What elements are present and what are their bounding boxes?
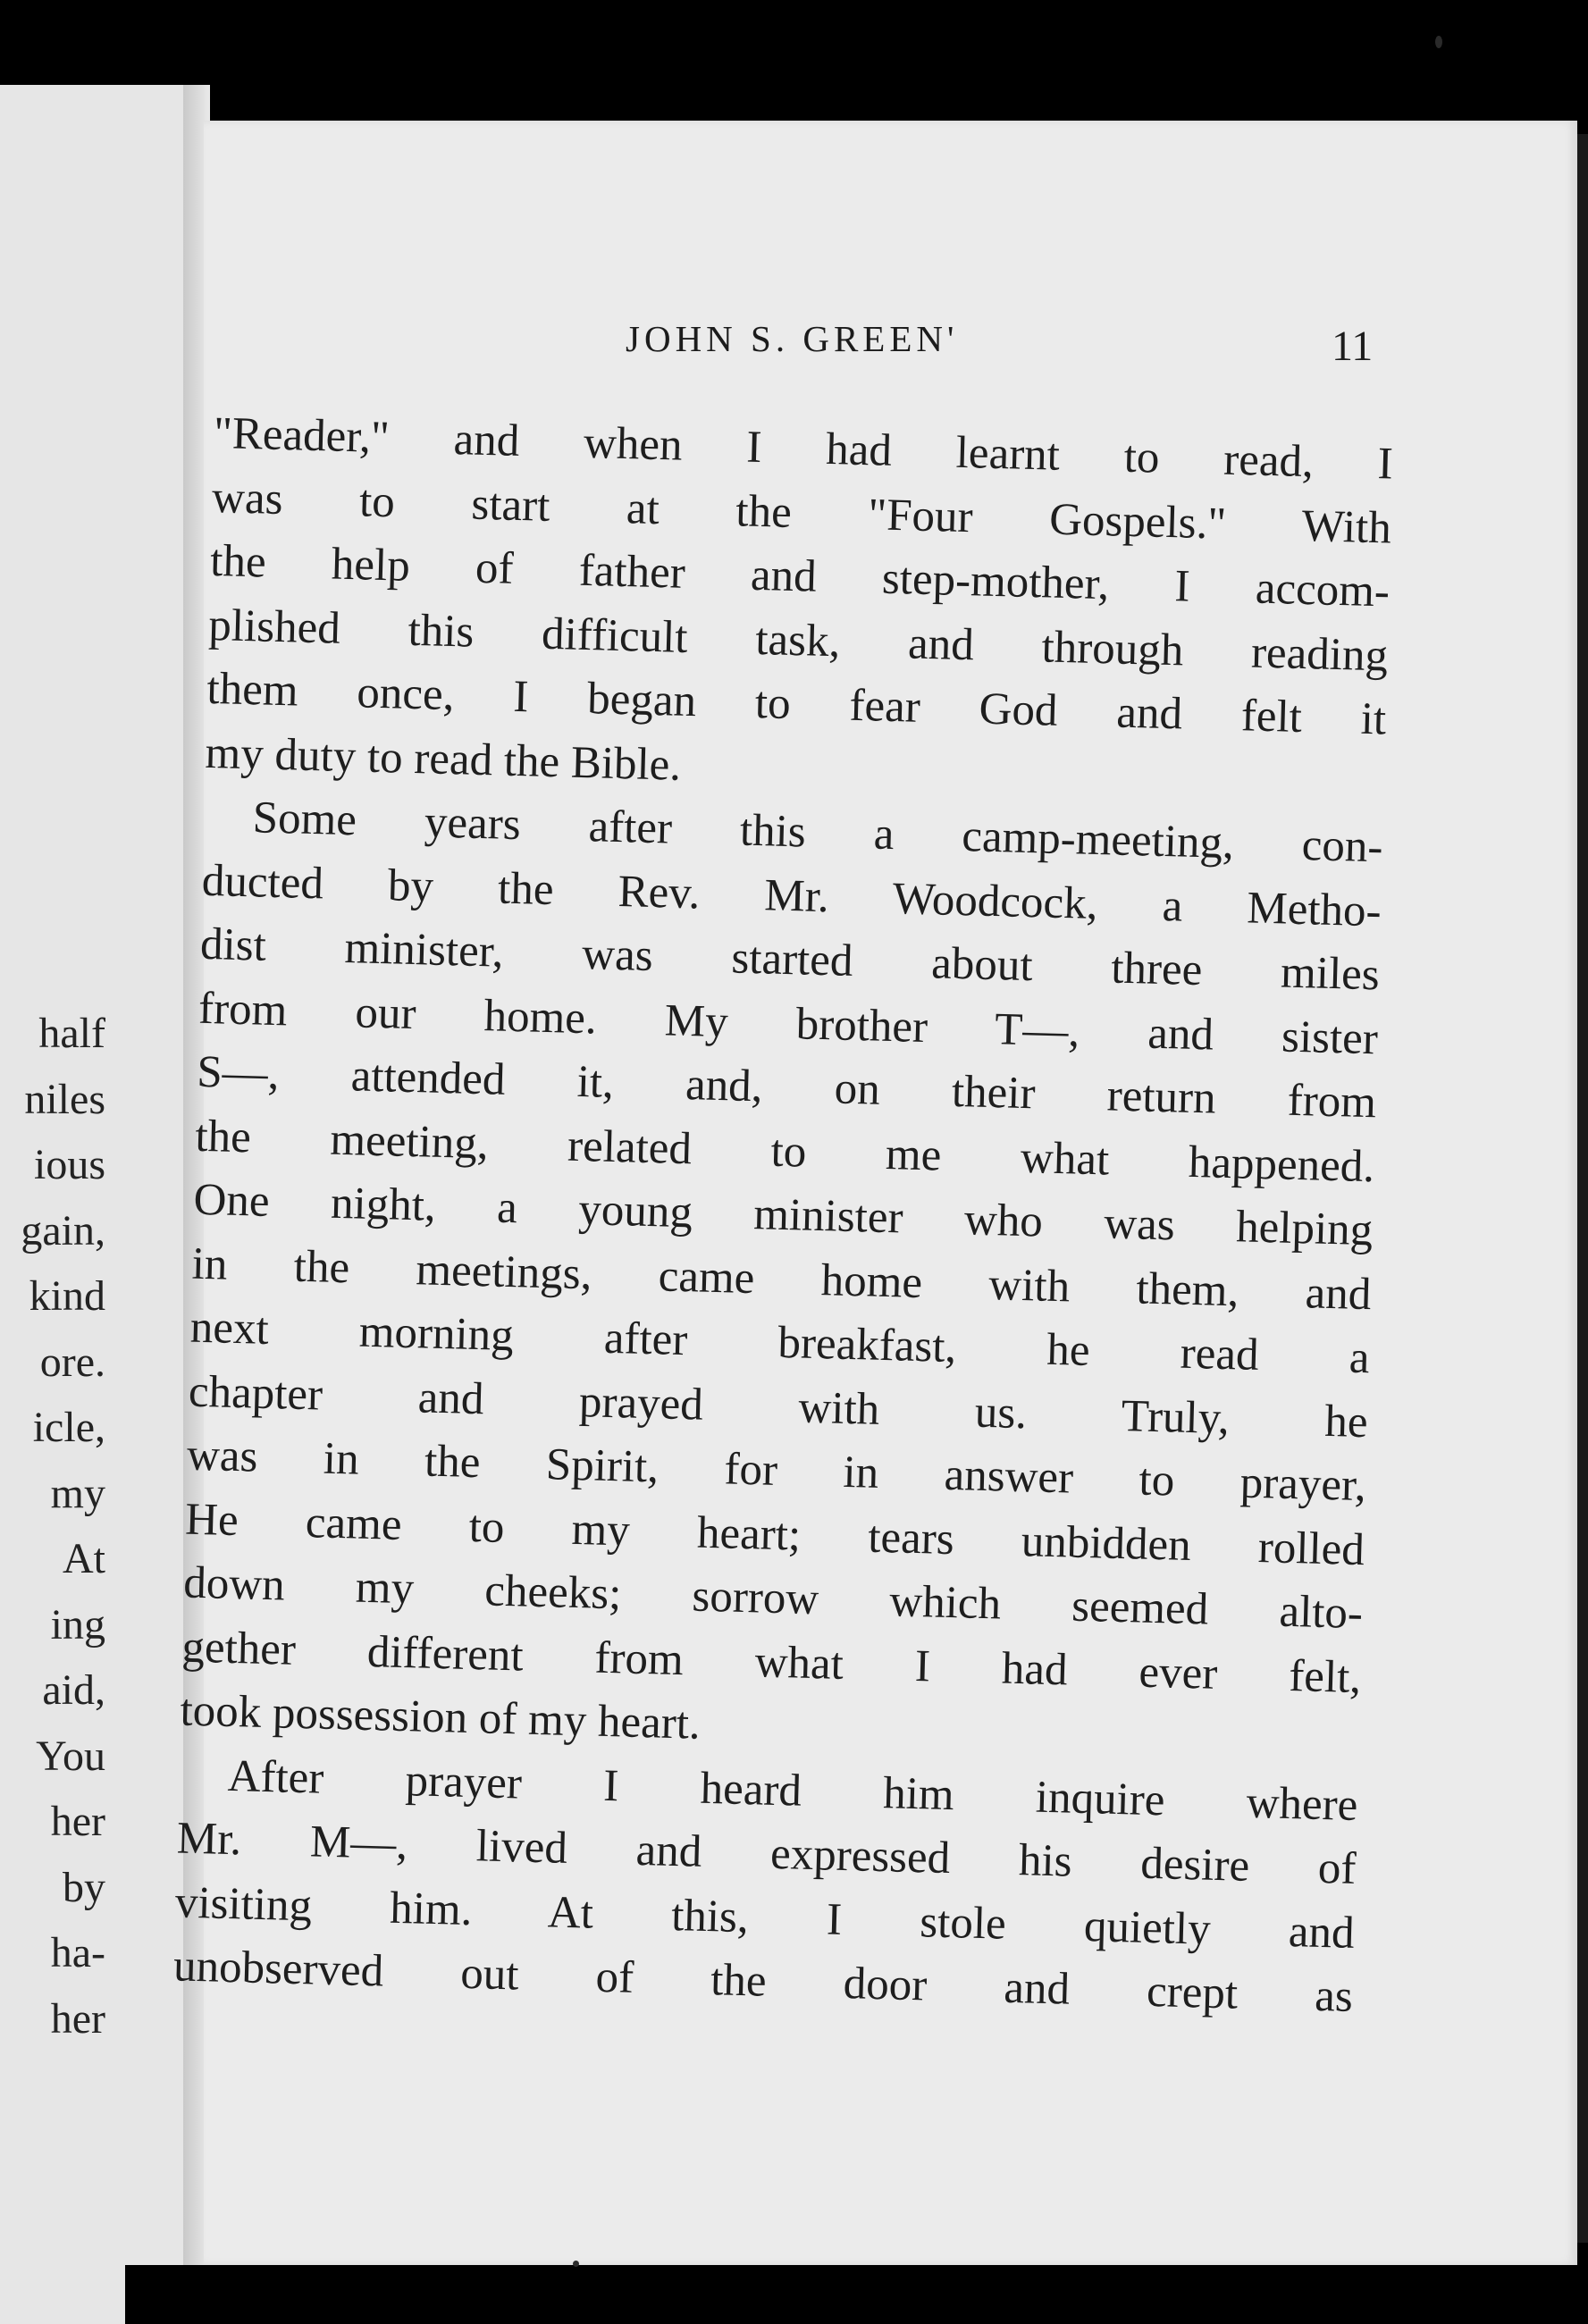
text-line: visiting him. At this, I stole quietly and — [174, 1876, 1356, 1959]
text-line: the help of father and step-mother, I accom- — [209, 535, 1391, 617]
left-fragment: my — [50, 1469, 105, 1517]
text-line: from our home. My brother T—, and sister — [197, 983, 1379, 1064]
text-line: next morning after breakfast, he read a — [189, 1302, 1371, 1384]
left-fragment: aid, — [42, 1666, 105, 1714]
text-line: was to start at the "Four Gospels." With — [211, 472, 1392, 554]
text-line: ducted by the Rev. Mr. Woodcock, a Metho- — [201, 855, 1382, 936]
text-line: down my cheeks; sorrow which seemed alto- — [182, 1557, 1364, 1640]
page-number: 11 — [1332, 323, 1374, 370]
left-fragment: ing — [50, 1600, 105, 1649]
left-fragment: ha- — [50, 1929, 105, 1976]
text-line: the meeting, related to me what happened. — [194, 1111, 1375, 1192]
text-line: gether different from what I had ever felt, — [181, 1622, 1362, 1703]
left-fragment: her — [50, 1798, 105, 1845]
left-fragment: half — [38, 1010, 105, 1057]
text-line: dist minister, was started about three miles — [199, 919, 1381, 1001]
running-head: JOHN S. GREEN' — [626, 318, 959, 359]
text-line: S—, attended it, and, on their return from — [196, 1046, 1377, 1128]
text-line: He came to my heart; tears unbidden rolled — [184, 1494, 1365, 1575]
text-line: Mr. M—, lived and expressed his desire of — [176, 1813, 1357, 1894]
text-line: After prayer I heard him inquire where — [227, 1750, 1359, 1831]
text-line: One night, a young minister who was helping — [192, 1174, 1374, 1256]
body-text — [172, 402, 1393, 2029]
paragraph — [172, 1743, 1358, 2029]
left-fragment: At — [63, 1535, 105, 1582]
left-fragment: ious — [33, 1141, 105, 1188]
left-fragment: by — [63, 1863, 105, 1911]
text-line: chapter and prayed with us. Truly, he — [188, 1366, 1369, 1447]
left-fragment: gain, — [21, 1206, 105, 1254]
left-fragment: icle, — [32, 1404, 105, 1451]
paragraph — [180, 785, 1384, 1774]
left-fragment: her — [50, 1994, 105, 2043]
text-line: my duty to read the Bible. — [204, 727, 682, 791]
left-page-text-fragments — [0, 1001, 105, 2051]
left-page — [0, 85, 198, 2324]
page-edge — [1577, 134, 1588, 2243]
left-fragment: ore. — [39, 1338, 105, 1386]
scan-background — [125, 2265, 1588, 2324]
text-line: took possession of my heart. — [179, 1685, 702, 1749]
text-line: plished this difficult task, and through reading — [207, 600, 1389, 681]
scan-speck — [573, 2261, 579, 2267]
text-line: unobserved out of the door and crept as — [172, 1941, 1354, 2022]
left-fragment: niles — [24, 1075, 105, 1123]
text-line: Some years after this a camp-meeting, con- — [252, 793, 1384, 873]
scan-speck — [1435, 36, 1442, 48]
paragraph — [205, 402, 1394, 816]
text-line: in the meetings, came home with them, and — [191, 1238, 1373, 1320]
text-line: was in the Spirit, for in answer to prayer, — [186, 1430, 1367, 1512]
text-line: "Reader," and when I had learnt to read, I — [213, 407, 1394, 490]
left-fragment: You — [36, 1732, 105, 1780]
left-fragment: kind — [29, 1272, 105, 1320]
text-line: them once, I began to fear God and felt it — [206, 663, 1387, 745]
